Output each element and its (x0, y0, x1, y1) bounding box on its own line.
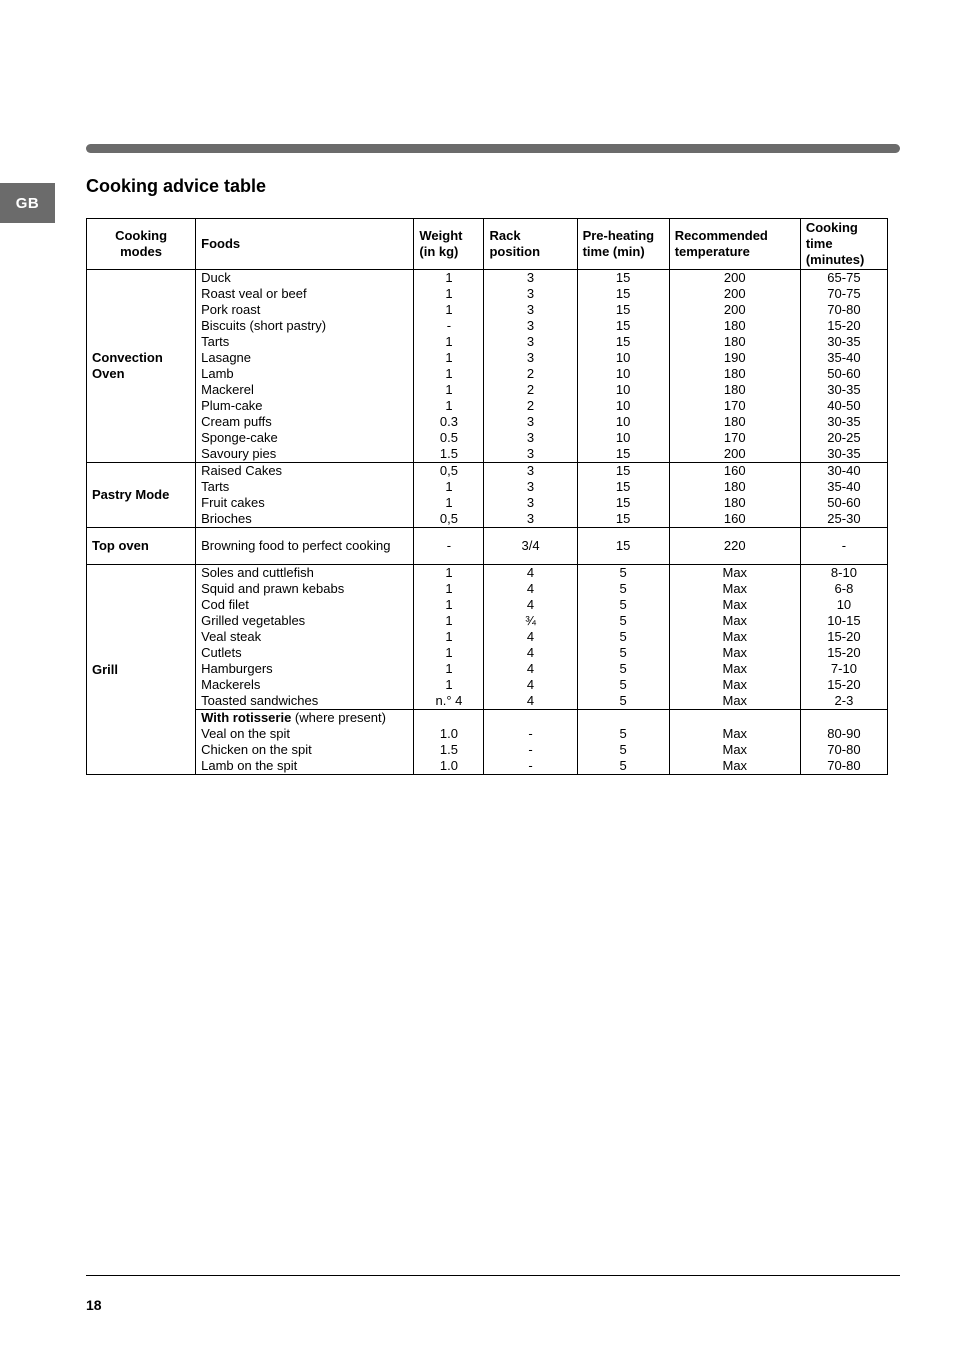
weight-value: 1 (445, 270, 453, 285)
preheat-value: 5 (619, 629, 627, 644)
weight-value: 1 (445, 565, 453, 580)
temp-value: Max (722, 645, 748, 660)
rack-value: 3 (526, 270, 535, 285)
temp-value: 200 (723, 302, 746, 317)
cooking-advice-table (86, 218, 888, 775)
rack-value: 3 (526, 414, 535, 429)
preheat-value: 15 (615, 270, 631, 285)
foods-value: Biscuits (short pastry) (201, 318, 327, 333)
rack-value: 3 (526, 463, 535, 478)
weight-value: 1 (445, 366, 453, 381)
weight-value: 1 (445, 597, 453, 612)
temp-value (675, 710, 795, 726)
mode-grill: Grill (87, 565, 196, 775)
rack-value: 4 (526, 629, 535, 644)
foods-value: Cutlets (201, 645, 242, 660)
rack-value: 4 (526, 581, 535, 596)
temp-value: 200 (723, 446, 746, 461)
rack-value: 4 (526, 693, 535, 708)
time-value: 30-35 (827, 334, 861, 349)
time-value: 30-35 (827, 446, 861, 461)
preheat-value: 15 (615, 479, 631, 494)
rack-value: ¾ (525, 613, 536, 628)
temperature-cell: 220 (669, 528, 800, 565)
foods-value: Duck (201, 270, 231, 285)
weight-value: 1.5 (439, 446, 458, 461)
temp-value: 200 (723, 270, 746, 285)
preheat-value: 15 (615, 446, 631, 461)
temp-value: Max (722, 677, 748, 692)
foods-value: Tarts (201, 479, 230, 494)
weight-value: 1 (445, 677, 453, 692)
header-cooking-time: Cooking time (minutes) (800, 219, 887, 270)
weight-value: 1 (445, 495, 453, 510)
time-value: 15-20 (827, 318, 861, 333)
temp-value: 190 (723, 350, 746, 365)
time-value: 50-60 (827, 366, 861, 381)
preheat-value: 5 (619, 726, 627, 741)
weight-cell (414, 463, 484, 528)
top-decorative-bar (86, 144, 900, 153)
weight-value: 0,5 (439, 463, 458, 478)
bottom-rule (86, 1275, 900, 1276)
rack-value: 3 (526, 302, 535, 317)
preheat-value: 5 (619, 581, 627, 596)
temp-value: 180 (723, 366, 746, 381)
temp-value: Max (722, 758, 748, 773)
language-tab-gb: GB (0, 183, 55, 223)
weight-value: 0,5 (439, 511, 458, 526)
temperature-cell (669, 710, 800, 775)
weight-value: 1 (445, 479, 453, 494)
temp-value: Max (722, 726, 748, 741)
mode-top-oven: Top oven (87, 528, 196, 565)
temp-value: Max (722, 661, 748, 676)
preheat-value: 5 (619, 597, 627, 612)
rack-value: 4 (526, 565, 535, 580)
time-value: 70-80 (827, 302, 861, 317)
preheat-value: 10 (615, 350, 631, 365)
weight-value: 1 (445, 286, 453, 301)
foods-cell (196, 463, 414, 528)
temp-value: 200 (723, 286, 746, 301)
weight-value: 1.0 (439, 726, 458, 741)
foods-value: Veal steak (201, 629, 262, 644)
preheat-value: 10 (615, 382, 631, 397)
preheat-value: 5 (619, 645, 627, 660)
time-value: 6-8 (834, 581, 854, 596)
preheat-value: 15 (615, 286, 631, 301)
time-value: 35-40 (827, 350, 861, 365)
foods-value: Mackerel (201, 382, 254, 397)
foods-value: Lamb on the spit (201, 758, 298, 773)
weight-value: 1 (445, 350, 453, 365)
cooking-time-cell (800, 710, 887, 775)
mode-pastry-mode: Pastry Mode (87, 463, 196, 528)
weight-value: 1 (445, 581, 453, 596)
page-number: 18 (86, 1297, 102, 1313)
weight-value: - (446, 318, 452, 333)
preheat-cell (577, 710, 669, 775)
header-recommended-temperature: Recommended temperature (669, 219, 800, 270)
time-value: 50-60 (827, 495, 861, 510)
foods-value: Cod filet (201, 597, 249, 612)
header-cooking-modes: Cooking modes (87, 219, 196, 270)
foods-value: Lasagne (201, 350, 252, 365)
temp-value: 180 (723, 414, 746, 429)
rack-value: 3 (526, 430, 535, 445)
time-value: 8-10 (830, 565, 857, 580)
foods-cell (196, 565, 414, 710)
foods-value: Cream puffs (201, 414, 272, 429)
preheat-cell (577, 565, 669, 710)
weight-value: 1 (445, 398, 453, 413)
preheat-value: 5 (619, 677, 627, 692)
rack-cell (484, 565, 577, 710)
weight-value: 1 (445, 645, 453, 660)
rack-value: 3 (526, 318, 535, 333)
rack-value: 4 (526, 597, 535, 612)
preheat-value: 10 (615, 430, 631, 445)
foods-value: Pork roast (201, 302, 261, 317)
weight-value: 1.5 (439, 742, 458, 757)
cooking-time-cell (800, 463, 887, 528)
rack-cell (484, 710, 577, 775)
rack-value: - (528, 758, 533, 773)
foods-value: Sponge-cake (201, 430, 278, 445)
rack-value: 3 (526, 495, 535, 510)
foods-value: Toasted sandwiches (201, 693, 319, 708)
foods-value: Plum-cake (201, 398, 263, 413)
preheat-cell (577, 463, 669, 528)
time-value: 30-40 (827, 463, 861, 478)
mode-convection-oven: Convection Oven (87, 270, 196, 463)
preheat-value (583, 710, 664, 726)
foods-value: Chicken on the spit (201, 742, 312, 757)
preheat-value: 5 (619, 742, 627, 757)
temp-value: Max (722, 693, 748, 708)
foods-value: Veal on the spit (201, 726, 291, 741)
preheat-value: 5 (619, 661, 627, 676)
temp-value: Max (722, 742, 748, 757)
preheat-cell (577, 270, 669, 463)
time-value: 70-75 (827, 286, 861, 301)
rack-value: 3 (526, 286, 535, 301)
time-value: 70-80 (827, 758, 861, 773)
preheat-value: 15 (615, 463, 631, 478)
header-preheating-time: Pre-heating time (min) (577, 219, 669, 270)
foods-cell (196, 710, 414, 775)
rack-value: 3 (526, 511, 535, 526)
table-row-top-oven (87, 528, 888, 565)
rack-value: 2 (526, 366, 535, 381)
weight-cell (414, 270, 484, 463)
weight-value: 1 (445, 661, 453, 676)
weight-value: 1.0 (439, 758, 458, 773)
rack-value: 4 (526, 661, 535, 676)
rack-value: - (528, 742, 533, 757)
foods-value: Lamb (201, 366, 234, 381)
temp-value: Max (722, 613, 748, 628)
weight-cell (414, 710, 484, 775)
foods-value: Fruit cakes (201, 495, 265, 510)
foods-value: Raised Cakes (201, 463, 283, 478)
preheat-value: 5 (619, 758, 627, 773)
temperature-cell (669, 270, 800, 463)
temp-value: 160 (723, 511, 746, 526)
foods-value: Tarts (201, 334, 230, 349)
page-title: Cooking advice table (86, 176, 267, 196)
foods-cell: Browning food to perfect cooking (196, 528, 414, 565)
cooking-time-cell (800, 565, 887, 710)
time-value: 10 (836, 597, 852, 612)
rack-value: 4 (526, 677, 535, 692)
weight-value: 1 (445, 334, 453, 349)
temperature-cell (669, 463, 800, 528)
preheat-value: 15 (615, 495, 631, 510)
rack-value: 2 (526, 382, 535, 397)
weight-value: n.° 4 (435, 693, 463, 708)
temp-value: Max (722, 565, 748, 580)
time-value: 2-3 (834, 693, 854, 708)
time-value: 40-50 (827, 398, 861, 413)
header-weight: Weight (in kg) (414, 219, 484, 270)
rack-value: 2 (526, 398, 535, 413)
rack-value: 3 (526, 350, 535, 365)
temp-value: 180 (723, 334, 746, 349)
preheat-cell: 15 (577, 528, 669, 565)
preheat-value: 10 (615, 366, 631, 381)
temp-value: 180 (723, 495, 746, 510)
time-value: 80-90 (827, 726, 861, 741)
header-foods: Foods (196, 219, 414, 270)
weight-value: 1 (445, 613, 453, 628)
temp-value: 180 (723, 318, 746, 333)
time-value: 15-20 (827, 677, 861, 692)
weight-cell: - (414, 528, 484, 565)
preheat-value: 10 (615, 398, 631, 413)
time-value (806, 710, 882, 726)
rack-value: 3 (526, 479, 535, 494)
rack-cell (484, 270, 577, 463)
cooking-time-cell: - (800, 528, 887, 565)
rack-value: - (528, 726, 533, 741)
rack-value: 3 (526, 334, 535, 349)
weight-value: 1 (445, 382, 453, 397)
weight-value (419, 710, 478, 726)
time-value: 15-20 (827, 645, 861, 660)
table-row-grill (87, 565, 888, 710)
time-value: 20-25 (827, 430, 861, 445)
header-rack-position: Rack position (484, 219, 577, 270)
table-row-rotisserie (87, 710, 888, 775)
time-value: 15-20 (827, 629, 861, 644)
weight-value: 0.3 (439, 414, 458, 429)
table-row-convection-oven (87, 270, 888, 463)
temp-value: Max (722, 581, 748, 596)
foods-value: Soles and cuttlefish (201, 565, 314, 580)
time-value: 35-40 (827, 479, 861, 494)
preheat-value: 15 (615, 334, 631, 349)
foods-value: Grilled vegetables (201, 613, 306, 628)
weight-cell (414, 565, 484, 710)
cooking-time-cell (800, 270, 887, 463)
time-value: 25-30 (827, 511, 861, 526)
foods-value: Mackerels (201, 677, 261, 692)
temp-value: 180 (723, 479, 746, 494)
foods-value: Savoury pies (201, 446, 277, 461)
temp-value: Max (722, 629, 748, 644)
temp-value: 170 (723, 398, 746, 413)
time-value: 7-10 (830, 661, 857, 676)
temperature-cell (669, 565, 800, 710)
weight-value: 1 (445, 629, 453, 644)
foods-value: Squid and prawn kebabs (201, 581, 345, 596)
time-value: 30-35 (827, 414, 861, 429)
table-row-pastry-mode (87, 463, 888, 528)
temp-value: Max (722, 597, 748, 612)
rack-cell (484, 463, 577, 528)
preheat-value: 15 (615, 511, 631, 526)
preheat-value: 5 (619, 613, 627, 628)
time-value: 10-15 (827, 613, 861, 628)
preheat-value: 15 (615, 302, 631, 317)
foods-value: Roast veal or beef (201, 286, 307, 301)
temp-value: 180 (723, 382, 746, 397)
table-header-row (87, 219, 888, 270)
rack-value: 3 (526, 446, 535, 461)
rotisserie-subheading: With rotisserie (where present) (201, 710, 386, 725)
temp-value: 170 (723, 430, 746, 445)
rack-value: 4 (526, 645, 535, 660)
preheat-value: 10 (615, 414, 631, 429)
weight-value: 0.5 (439, 430, 458, 445)
temp-value: 160 (723, 463, 746, 478)
foods-cell (196, 270, 414, 463)
preheat-value: 5 (619, 693, 627, 708)
preheat-value: 15 (615, 318, 631, 333)
weight-value: 1 (445, 302, 453, 317)
foods-value: Brioches (201, 511, 252, 526)
time-value: 30-35 (827, 382, 861, 397)
rack-value (489, 710, 571, 726)
foods-value: Hamburgers (201, 661, 273, 676)
time-value: 70-80 (827, 742, 861, 757)
time-value: 65-75 (827, 270, 861, 285)
preheat-value: 5 (619, 565, 627, 580)
rack-cell: 3/4 (484, 528, 577, 565)
